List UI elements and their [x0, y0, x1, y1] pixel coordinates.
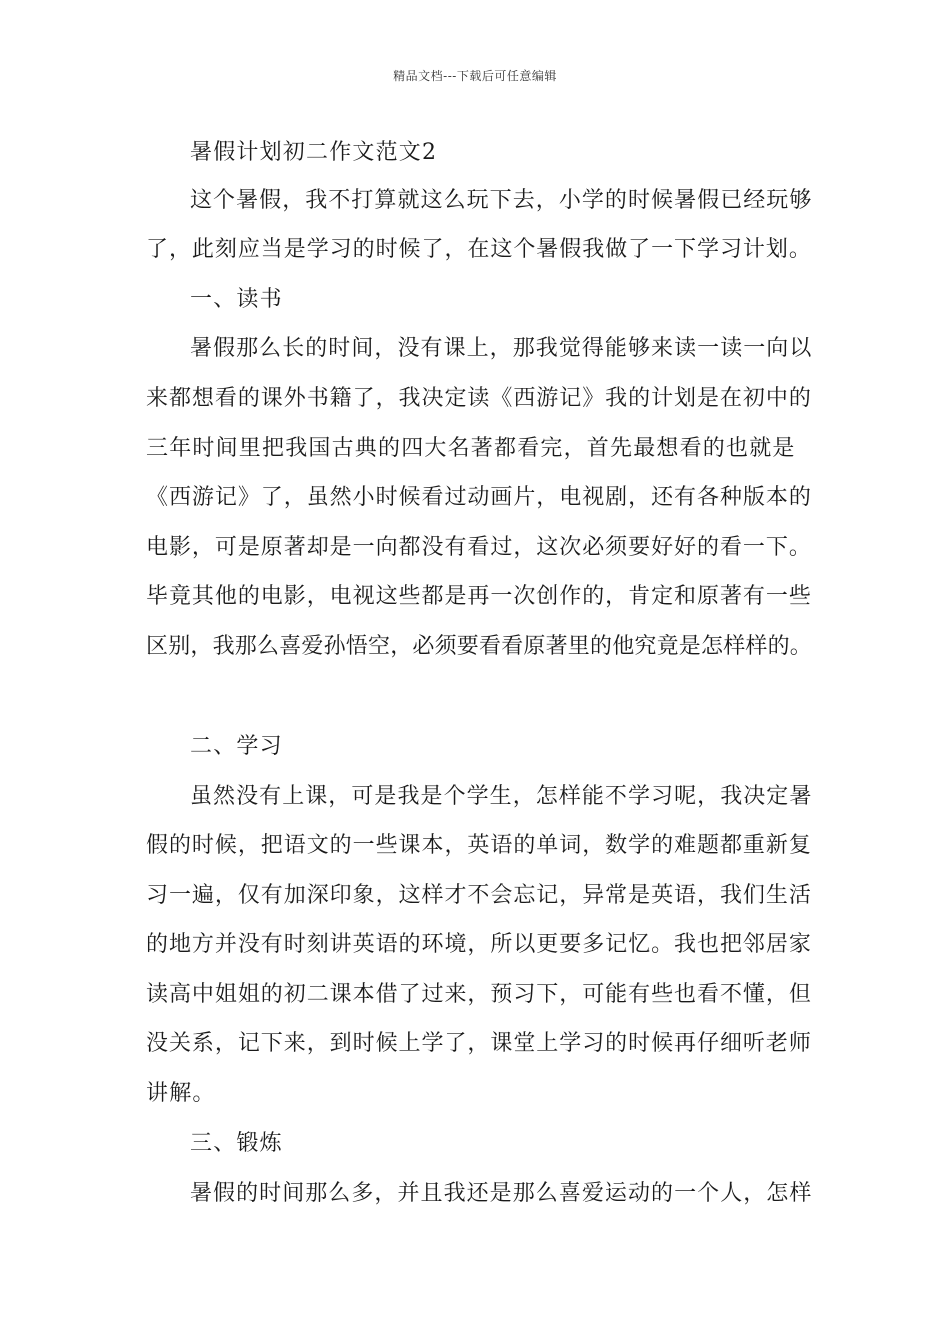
- paragraph-line: 的地方并没有时刻讲英语的环境，所以更要多记忆。我也把邻居家: [146, 932, 812, 957]
- section-heading-study: 二、学习: [190, 734, 283, 759]
- paragraph-line: 三年时间里把我国古典的四大名著都看完，首先最想看的也就是: [146, 436, 796, 461]
- paragraph-line: 毕竟其他的电影，电视这些都是再一次创作的，肯定和原著有一些: [146, 584, 812, 609]
- paragraph-line: 《西游记》了，虽然小时候看过动画片，电视剧，还有各种版本的: [146, 485, 812, 510]
- paragraph-line: 暑假那么长的时间，没有课上，那我觉得能够来读一读一向以: [190, 336, 813, 361]
- paragraph-line: 这个暑假，我不打算就这么玩下去，小学的时候暑假已经玩够: [190, 188, 813, 213]
- paragraph-line: 来都想看的课外书籍了，我决定读《西游记》我的计划是在初中的: [146, 386, 812, 411]
- page-header: 精品文档---下载后可任意编辑: [393, 69, 557, 83]
- paragraph-line: 虽然没有上课，可是我是个学生，怎样能不学习呢，我决定暑: [190, 784, 813, 809]
- paragraph-line: 暑假的时间那么多，并且我还是那么喜爱运动的一个人，怎样: [190, 1181, 813, 1206]
- essay-title: 暑假计划初二作文范文2: [190, 140, 438, 165]
- paragraph-line: 习一遍，仅有加深印象，这样才不会忘记，异常是英语，我们生活: [146, 883, 812, 908]
- paragraph-line: 读高中姐姐的初二课本借了过来，预习下，可能有些也看不懂，但: [146, 982, 812, 1007]
- paragraph-line: 假的时候，把语文的一些课本，英语的单词，数学的难题都重新复: [146, 833, 812, 858]
- section-heading-exercise: 三、锻炼: [190, 1131, 283, 1156]
- paragraph-line: 没关系，记下来，到时候上学了，课堂上学习的时候再仔细听老师: [146, 1031, 812, 1056]
- paragraph-line: 讲解。: [146, 1081, 216, 1106]
- paragraph-line: 了，此刻应当是学习的时候了，在这个暑假我做了一下学习计划。: [146, 237, 812, 262]
- section-heading-reading: 一、读书: [190, 287, 283, 312]
- paragraph-line: 区别，我那么喜爱孙悟空，必须要看看原著里的他究竟是怎样样的。: [146, 634, 813, 659]
- paragraph-line: 电影，可是原著却是一向都没有看过，这次必须要好好的看一下。: [146, 535, 812, 560]
